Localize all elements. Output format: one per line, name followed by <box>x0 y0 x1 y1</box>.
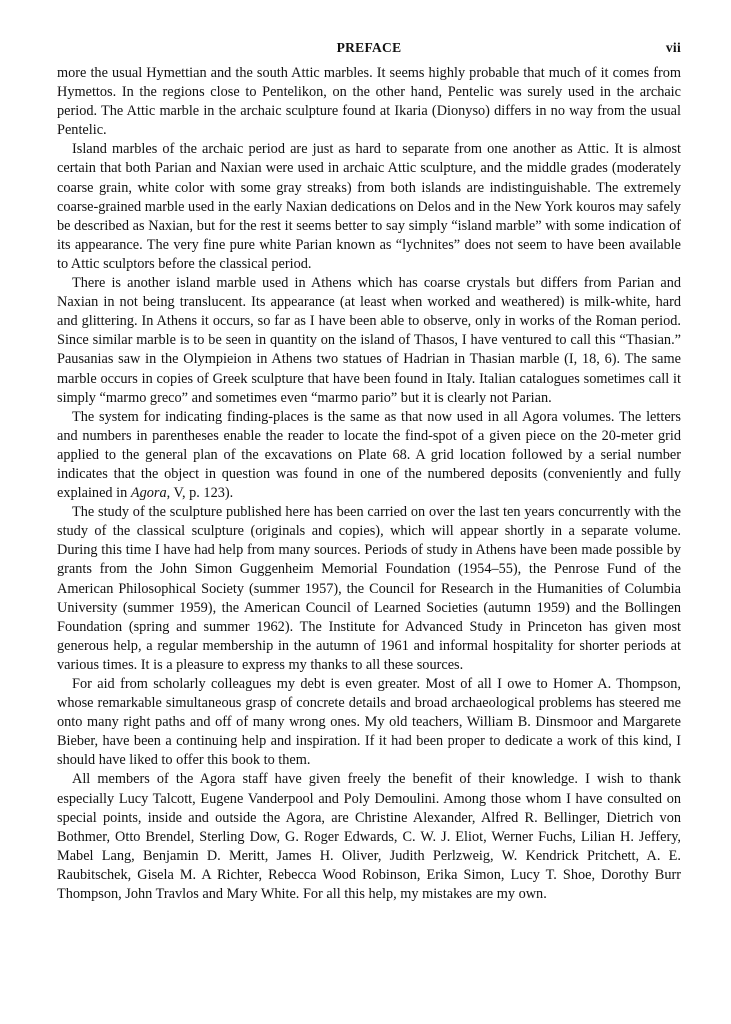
paragraph-text: more the usual Hymettian and the south Attic marbles. It seems highly probable that much of it comes from Hymettos. In the regions close to Pentelikon, on the other hand, Pentelic was surely used in the archaic period. The Attic marble in the archaic sculpture found at Ikaria (Dionyso) differs in no way from the usual Pentelic. <box>57 65 681 139</box>
page-number: vii <box>665 40 681 55</box>
paragraph-4 <box>57 408 681 503</box>
paragraph-text: , V, p. 123). <box>166 485 234 502</box>
paragraph-7 <box>57 770 681 904</box>
paragraph-3 <box>57 274 681 408</box>
agora-citation-italic: Agora <box>130 485 167 502</box>
paragraph-6 <box>57 675 681 770</box>
paragraph-text: The study of the sculpture published here has been carried on over the last ten years concurrently with the study of the classical sculpture (originals and copies), which will appear shortly in a separate volume. During this time I have had help from many sources. Periods of study in Athens have been made possible by grants from the John Simon Guggenheim Memorial Foundation (1954–55), the Penrose Fund of the American Philosophical Society (summer 1957), the Council for Research in the Humanities of Columbia University (summer 1959), the American Council of Learned Societies (autumn 1959) and the Bollingen Foundation (spring and summer 1962). The Institute for Advanced Study in Princeton has given most generous help, a regular membership in the autumn of 1961 and informal hospitality for shorter periods at various times. It is a pleasure to express my thanks to all these sources. <box>57 504 681 673</box>
paragraph-text: For aid from scholarly colleagues my debt is even greater. Most of all I owe to Homer A. Thompson, whose remarkable simultaneous grasp of concrete details and broad archaeological problems has steered me onto many right paths and off of many wrong ones. My old teachers, William B. Dinsmoor and Margarete Bieber, have been a continuing help and inspiration. If it had been proper to dedicate a work of this kind, I should have liked to offer this book to them. <box>57 676 681 769</box>
running-head <box>57 40 681 62</box>
paragraph-text: Island marbles of the archaic period are just as hard to separate from one another as Attic. It is almost certain that both Parian and Naxian were used in archaic Attic sculpture, and the middle grades (moderately coarse grain, white color with some gray streaks) from both islands are indistinguishable. The extremely coarse-grained marble used in the early Naxian dedications on Delos and in the New York kouros may safely be described as Naxian, but for the rest it seems better to say simply “island marble” with some indication of its appearance. The very fine pure white Parian known as “lychnites” does not seem to have been available to Attic sculptors before the classical period. <box>57 141 681 272</box>
paragraph-1 <box>57 64 681 140</box>
page <box>57 40 681 904</box>
paragraph-5 <box>57 503 681 675</box>
paragraph-2 <box>57 140 681 274</box>
page-title: PREFACE <box>336 40 402 55</box>
paragraph-text: All members of the Agora staff have given freely the benefit of their knowledge. I wish to thank especially Lucy Talcott, Eugene Vanderpool and Poly Demoulini. Among those whom I have consulted on special points, inside and outside the Agora, are Christine Alexander, Alfred R. Bellinger, Dietrich von Bothmer, Otto Brendel, Sterling Dow, G. Roger Edwards, C. W. J. Eliot, Werner Fuchs, Lilian H. Jeffery, Mabel Lang, Benjamin D. Meritt, James H. Oliver, Judith Perlzweig, W. Kendrick Pritchett, A. E. Raubitschek, Gisela M. A Richter, Rebecca Wood Robinson, Erika Simon, Lucy T. Shoe, Dorothy Burr Thompson, John Travlos and Mary White. For all this help, my mistakes are my own. <box>57 771 681 903</box>
paragraph-text: The system for indicating finding-places is the same as that now used in all Agora volumes. The letters and numbers in parentheses enable the reader to locate the find-spot of a given piece on the 20-meter grid applied to the general plan of the excavations on Plate 68. A grid location followed by a serial number indicates that the object in question was found in one of the numbered deposits (conveniently and fully explained in <box>57 408 681 502</box>
paragraph-text: There is another island marble used in Athens which has coarse crystals but differs from Parian and Naxian in not being translucent. Its appearance (at least when worked and weathered) is milk-white, hard and glittering. In Athens it occurs, so far as I have been able to observe, only in works of the Roman period. Since similar marble is to be seen in quantity on the island of Thasos, I have ventured to call this “Thasian.” Pausanias saw in the Olympieion in Athens two statues of Hadrian in Thasian marble (I, 18, 6). The same marble occurs in copies of Greek sculpture that have been found in Italy. Italian catalogues sometimes call it simply “marmo greco” and sometimes even “marmo pario” but it is clearly not Parian. <box>57 275 681 406</box>
body-text <box>57 64 681 904</box>
